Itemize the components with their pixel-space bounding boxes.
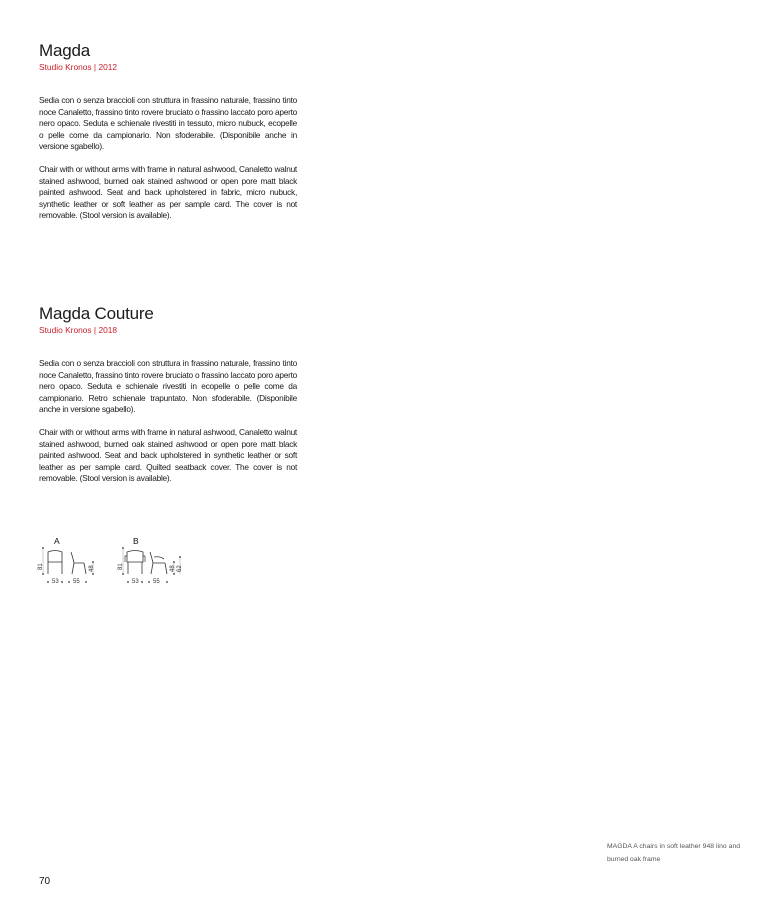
diagram-a-label: A (54, 536, 60, 546)
description-italian-magda-couture: Sedia con o senza braccioli con struttura in frassino naturale, frassino tinto noce Canaletto, frassino tinto rovere bruciato o frassino laccato poro aperto nero opaco. Seduta e schienale rivestiti in ecopelle o pelle come da campionario. Retro schienale trapuntato. Non sfoderabile. (Disponibile anche in versione sgabello). (39, 358, 297, 415)
diagram-a-depth: 55 (73, 579, 80, 585)
description-english-magda: Chair with or without arms with frame in natural ashwood, Canaletto walnut stained ashwood, burned oak stained ashwood or open pore matt black painted ashwood. Seat and back upholstered in fabric, micro nubuck, synthetic leather or soft leather as per sample card. The cover is not removable. (Stool version is available). (39, 164, 297, 221)
section-title-magda-couture: Magda Couture (39, 304, 154, 323)
diagram-a-height: 81 (38, 563, 44, 570)
description-italian-magda: Sedia con o senza braccioli con struttura in frassino naturale, frassino tinto noce Canaletto, frassino tinto rovere bruciato o frassino laccato poro aperto nero opaco. Seduta e schienale rivestiti in tessuto, micro nubuck, ecopelle o pelle come da campionario. Non sfoderabile. (Disponibile anche in versione sgabello). (39, 95, 297, 152)
diagram-b-label: B (133, 536, 139, 546)
diagram-a-seat-height: 48 (89, 565, 95, 572)
diagram-b-width: 53 (132, 579, 139, 585)
diagram-b-height: 81 (118, 563, 124, 570)
section-title-magda: Magda (39, 41, 90, 60)
photo-caption: MAGDA A chairs in soft leather 948 lino and burned oak frame (607, 843, 740, 863)
diagram-b-depth: 55 (153, 579, 160, 585)
diagram-a-width: 53 (52, 579, 59, 585)
section-subtitle-magda: Studio Kronos | 2012 (39, 62, 118, 72)
diagram-b-seat-height: 48 (170, 565, 176, 572)
diagram-b-arm-height: 62 (177, 565, 183, 572)
page-number: 70 (39, 876, 51, 887)
description-english-magda-couture: Chair with or without arms with frame in natural ashwood, Canaletto walnut stained ashwood, burned oak stained ashwood or open pore matt black painted ashwood. Seat and back upholstered in synthetic leather or soft leather as per sample card. Quilted seatback cover. The cover is not removable. (Stool version is available). (39, 427, 297, 484)
section-subtitle-magda-couture: Studio Kronos | 2018 (39, 325, 118, 335)
